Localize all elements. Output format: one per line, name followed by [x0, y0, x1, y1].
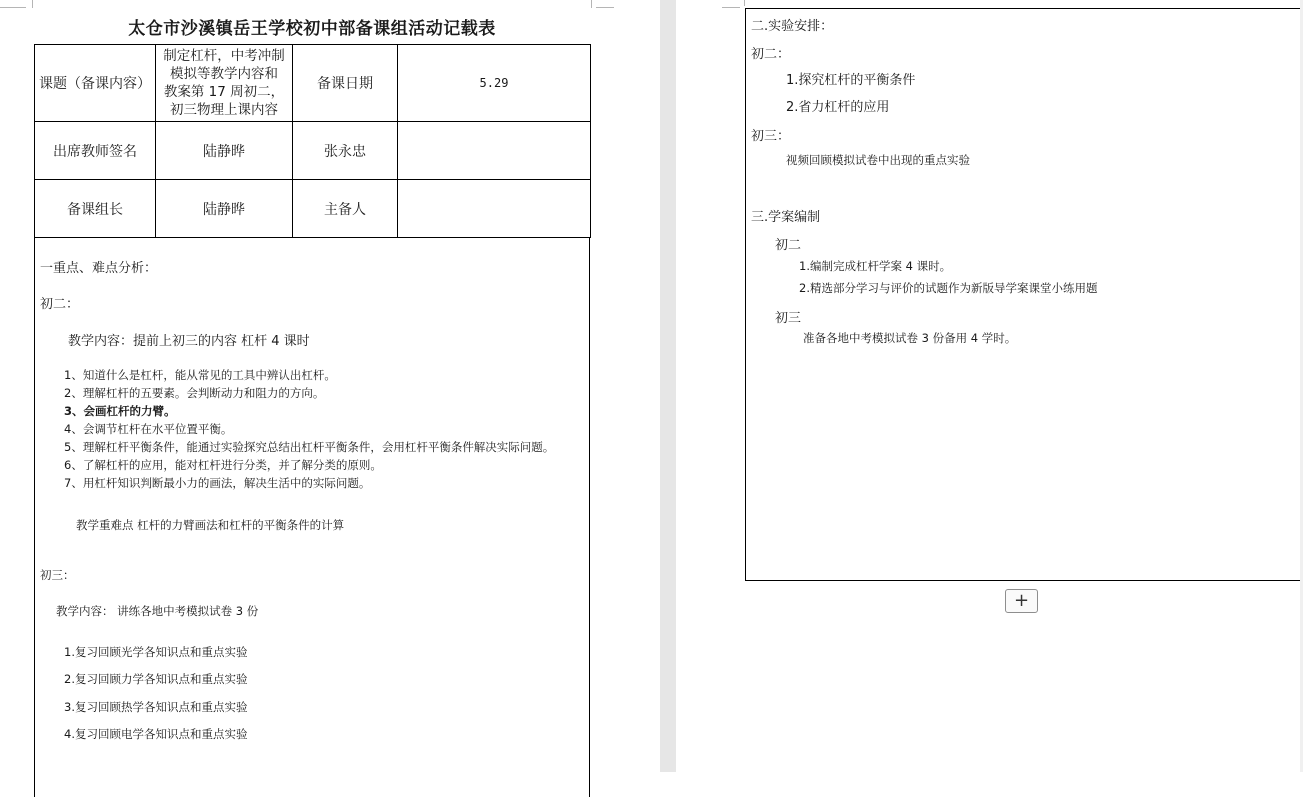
add-page-button[interactable]: +: [1005, 589, 1038, 613]
attendee-signature[interactable]: 张永忠: [293, 122, 398, 180]
list-item: 1、知道什么是杠杆，能从常见的工具中辨认出杠杆。: [64, 368, 336, 382]
list-item: 7、用杠杆知识判断最小力的画法，解决生活中的实际问题。: [64, 476, 371, 490]
topic-value[interactable]: [156, 45, 293, 122]
list-item: 视频回顾模拟试卷中出现的重点实验: [786, 153, 970, 167]
content-cell[interactable]: [745, 8, 1301, 581]
key-point-text: 教学重难点 杠杆的力臂画法和杠杆的平衡条件的计算: [76, 518, 345, 532]
grade-label: 初二：: [40, 297, 80, 312]
document-page-1: [0, 0, 660, 772]
document-page-2: [676, 0, 1303, 772]
grade-label: 初二: [775, 238, 802, 253]
leader-label: 备课组长: [35, 180, 156, 238]
list-item: 2.复习回顾力学各知识点和重点实验: [64, 672, 248, 686]
list-item: 1.复习回顾光学各知识点和重点实验: [64, 645, 248, 659]
teaching-content: 教学内容： 讲练各地中考模拟试卷 3 份: [56, 604, 259, 618]
crop-mark: [722, 7, 740, 8]
crop-mark: [32, 0, 33, 8]
list-item: 2.省力杠杆的应用: [786, 100, 890, 115]
record-table: [34, 44, 591, 238]
section-heading: 三.学案编制: [751, 210, 821, 225]
list-item: 6、了解杠杆的应用，能对杠杆进行分类，并了解分类的原则。: [64, 458, 382, 472]
list-item: 5、理解杠杆平衡条件，能通过实验探究总结出杠杆平衡条件，会用杠杆平衡条件解决实际问题。: [64, 440, 555, 454]
grade-label: 初三：: [751, 129, 791, 144]
page-gutter: [660, 0, 676, 772]
attendance-label: 出席教师签名: [35, 122, 156, 180]
topic-line: 教案第 17 周初二，: [163, 84, 285, 100]
date-label: 备课日期: [293, 45, 398, 122]
list-item: 4.复习回顾电学各知识点和重点实验: [64, 727, 248, 741]
leader-value[interactable]: 陆静晔: [156, 180, 293, 238]
list-item: 准备各地中考模拟试卷 3 份备用 4 学时。: [803, 331, 1017, 345]
crop-mark: [591, 0, 592, 8]
list-item: 2.精选部分学习与评价的试题作为新版导学案课堂小练用题: [799, 281, 1098, 295]
section-heading: 二.实验安排：: [751, 19, 834, 34]
preparer-value[interactable]: [398, 180, 591, 238]
list-item: 1.编制完成杠杆学案 4 课时。: [799, 259, 952, 273]
content-cell[interactable]: [34, 237, 590, 797]
crop-mark: [596, 7, 614, 8]
grade-label: 初三: [775, 311, 802, 326]
list-item: 3.复习回顾热学各知识点和重点实验: [64, 700, 248, 714]
crop-mark: [744, 0, 745, 6]
date-value[interactable]: 5.29: [398, 45, 591, 122]
grade-label: 初三：: [40, 568, 75, 582]
topic-label: 课题（备课内容）: [35, 45, 156, 122]
document-title: 太仓市沙溪镇岳王学校初中部备课组活动记载表: [128, 19, 496, 39]
topic-line: 制定杠杆，中考冲制: [163, 48, 285, 64]
crop-mark: [0, 7, 26, 8]
teaching-content: 教学内容：提前上初三的内容 杠杆 4 课时: [68, 334, 310, 349]
list-item: 1.探究杠杆的平衡条件: [786, 73, 916, 88]
topic-line: 模拟等教学内容和: [170, 66, 278, 82]
preparer-label: 主备人: [293, 180, 398, 238]
grade-label: 初二：: [751, 47, 791, 62]
list-item: 2、理解杠杆的五要素。会判断动力和阻力的方向。: [64, 386, 325, 400]
section-heading: 一重点、难点分析：: [40, 261, 158, 276]
list-item: 4、会调节杠杆在水平位置平衡。: [64, 422, 233, 436]
attendee-signature[interactable]: 陆静晔: [156, 122, 293, 180]
list-item: 3、会画杠杆的力臂。: [64, 404, 176, 418]
attendee-signature-empty[interactable]: [398, 122, 591, 180]
topic-line: 初三物理上课内容: [170, 102, 278, 118]
